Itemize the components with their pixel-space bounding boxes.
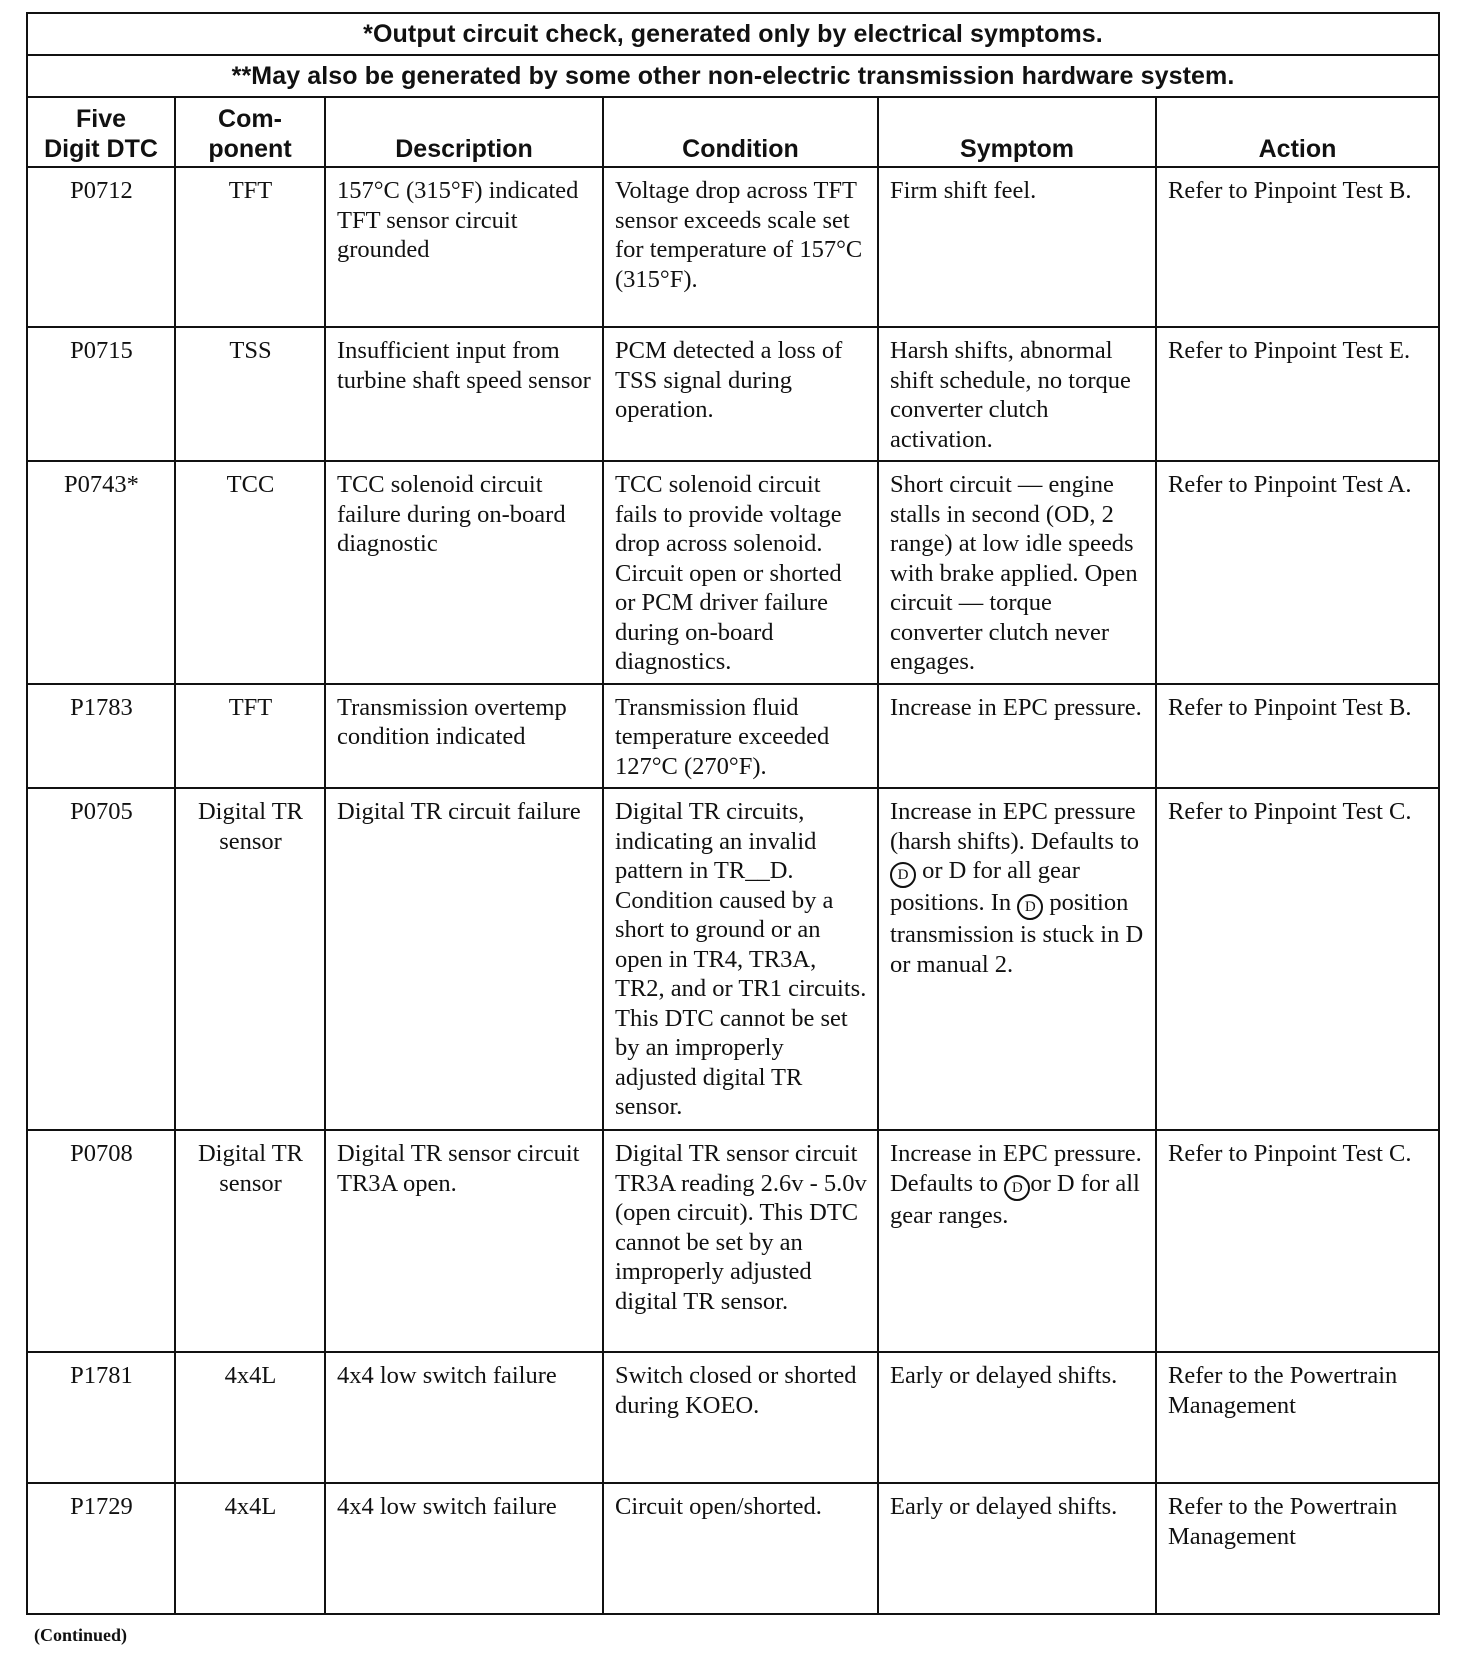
- col-header-action: Action: [1156, 97, 1439, 167]
- symptom-text: Increase in EPC pressure (harsh shifts). Defaults to: [890, 798, 1140, 855]
- component: TFT: [175, 167, 325, 327]
- note-non-electric: **May also be generated by some other non-electric transmission hardware system.: [27, 55, 1439, 97]
- symptom: Short circuit — engine stalls in second (OD, 2 range) at low idle speeds with brake applied. Open circuit — torque converter clutch never engages.: [878, 461, 1156, 684]
- table-row: [27, 461, 1439, 684]
- action: Refer to Pinpoint Test E.: [1156, 327, 1439, 461]
- action: Refer to Pinpoint Test B.: [1156, 167, 1439, 327]
- col-header-component-line2: ponent: [208, 135, 292, 163]
- dtc-code: P0705: [27, 788, 175, 1130]
- dtc-code: P0743*: [27, 461, 175, 684]
- description: Digital TR sensor circuit TR3A open.: [325, 1130, 603, 1352]
- description: 4x4 low switch failure: [325, 1352, 603, 1483]
- table-row: [27, 1352, 1439, 1483]
- dtc-code: P0708: [27, 1130, 175, 1352]
- col-header-description: Description: [325, 97, 603, 167]
- symptom-text: Increase in EPC pressure. Defaults to: [890, 1140, 1142, 1197]
- symptom: [878, 788, 1156, 1130]
- description: 4x4 low switch failure: [325, 1483, 603, 1614]
- component: Digital TR sensor: [175, 788, 325, 1130]
- symptom-text: or D for all gear ranges.: [890, 1169, 1140, 1229]
- dtc-page: [26, 12, 1438, 1646]
- symptom-text: or D for all gear positions. In: [890, 857, 1080, 916]
- description: TCC solenoid circuit failure during on-board diagnostic: [325, 461, 603, 684]
- col-header-component: [175, 97, 325, 167]
- table-row: [27, 1130, 1439, 1352]
- dtc-code: P0715: [27, 327, 175, 461]
- condition: Voltage drop across TFT sensor exceeds scale set for temperature of 157°C (315°F).: [603, 167, 878, 327]
- dtc-table: [26, 12, 1440, 1615]
- dtc-code: P1729: [27, 1483, 175, 1614]
- description: Insufficient input from turbine shaft speed sensor: [325, 327, 603, 461]
- table-row: [27, 167, 1439, 327]
- condition: Digital TR circuits, indicating an invalid pattern in TR__D. Condition caused by a short to ground or an open in TR4, TR3A, TR2, and or TR1 circuits. This DTC cannot be set by an improperly adjusted digital TR sensor.: [603, 788, 878, 1130]
- dtc-code: P0712: [27, 167, 175, 327]
- note-row-output-circuit: [27, 13, 1439, 55]
- condition: PCM detected a loss of TSS signal during operation.: [603, 327, 878, 461]
- table-row: [27, 327, 1439, 461]
- condition: Transmission fluid temperature exceeded 127°C (270°F).: [603, 684, 878, 789]
- action: Refer to Pinpoint Test C.: [1156, 788, 1439, 1130]
- component: TCC: [175, 461, 325, 684]
- note-output-circuit: *Output circuit check, generated only by electrical symptoms.: [27, 13, 1439, 55]
- action: Refer to Pinpoint Test B.: [1156, 684, 1439, 789]
- col-header-dtc: [27, 97, 175, 167]
- action: Refer to Pinpoint Test C.: [1156, 1130, 1439, 1352]
- note-row-non-electric: [27, 55, 1439, 97]
- description: Transmission overtemp condition indicated: [325, 684, 603, 789]
- table-row: [27, 788, 1439, 1130]
- dtc-code: P1783: [27, 684, 175, 789]
- symptom: Increase in EPC pressure.: [878, 684, 1156, 789]
- table-row: [27, 1483, 1439, 1614]
- symptom: Firm shift feel.: [878, 167, 1156, 327]
- symptom: Early or delayed shifts.: [878, 1483, 1156, 1614]
- component: Digital TR sensor: [175, 1130, 325, 1352]
- symptom: Early or delayed shifts.: [878, 1352, 1156, 1483]
- condition: Circuit open/shorted.: [603, 1483, 878, 1614]
- overdrive-circle-d-icon: D: [1017, 894, 1043, 920]
- overdrive-circle-d-icon: D: [890, 862, 916, 888]
- description: 157°C (315°F) indicated TFT sensor circuit grounded: [325, 167, 603, 327]
- component: TFT: [175, 684, 325, 789]
- action: Refer to the Powertrain Management: [1156, 1483, 1439, 1614]
- symptom-text: position transmission is stuck in D or manual 2.: [890, 889, 1144, 978]
- symptom: Harsh shifts, abnormal shift schedule, no torque converter clutch activation.: [878, 327, 1156, 461]
- symptom: [878, 1130, 1156, 1352]
- dtc-code: P1781: [27, 1352, 175, 1483]
- condition: Switch closed or shorted during KOEO.: [603, 1352, 878, 1483]
- col-header-dtc-line1: Five: [75, 105, 127, 133]
- action: Refer to Pinpoint Test A.: [1156, 461, 1439, 684]
- table-row: [27, 684, 1439, 789]
- continued-note: (Continued): [34, 1625, 128, 1645]
- col-header-symptom: Symptom: [878, 97, 1156, 167]
- condition: Digital TR sensor circuit TR3A reading 2.6v - 5.0v (open circuit). This DTC cannot be set by an improperly adjusted digital TR sensor.: [603, 1130, 878, 1352]
- overdrive-circle-d-icon: D: [1004, 1175, 1030, 1201]
- component: 4x4L: [175, 1352, 325, 1483]
- component: 4x4L: [175, 1483, 325, 1614]
- header-row: [27, 97, 1439, 167]
- condition: TCC solenoid circuit fails to provide voltage drop across solenoid. Circuit open or shorted or PCM driver failure during on-board diagnostics.: [603, 461, 878, 684]
- col-header-condition: Condition: [603, 97, 878, 167]
- col-header-component-line1: Com-: [218, 105, 282, 133]
- action: Refer to the Powertrain Management: [1156, 1352, 1439, 1483]
- col-header-dtc-line2: Digit DTC: [44, 135, 158, 163]
- component: TSS: [175, 327, 325, 461]
- description: Digital TR circuit failure: [325, 788, 603, 1130]
